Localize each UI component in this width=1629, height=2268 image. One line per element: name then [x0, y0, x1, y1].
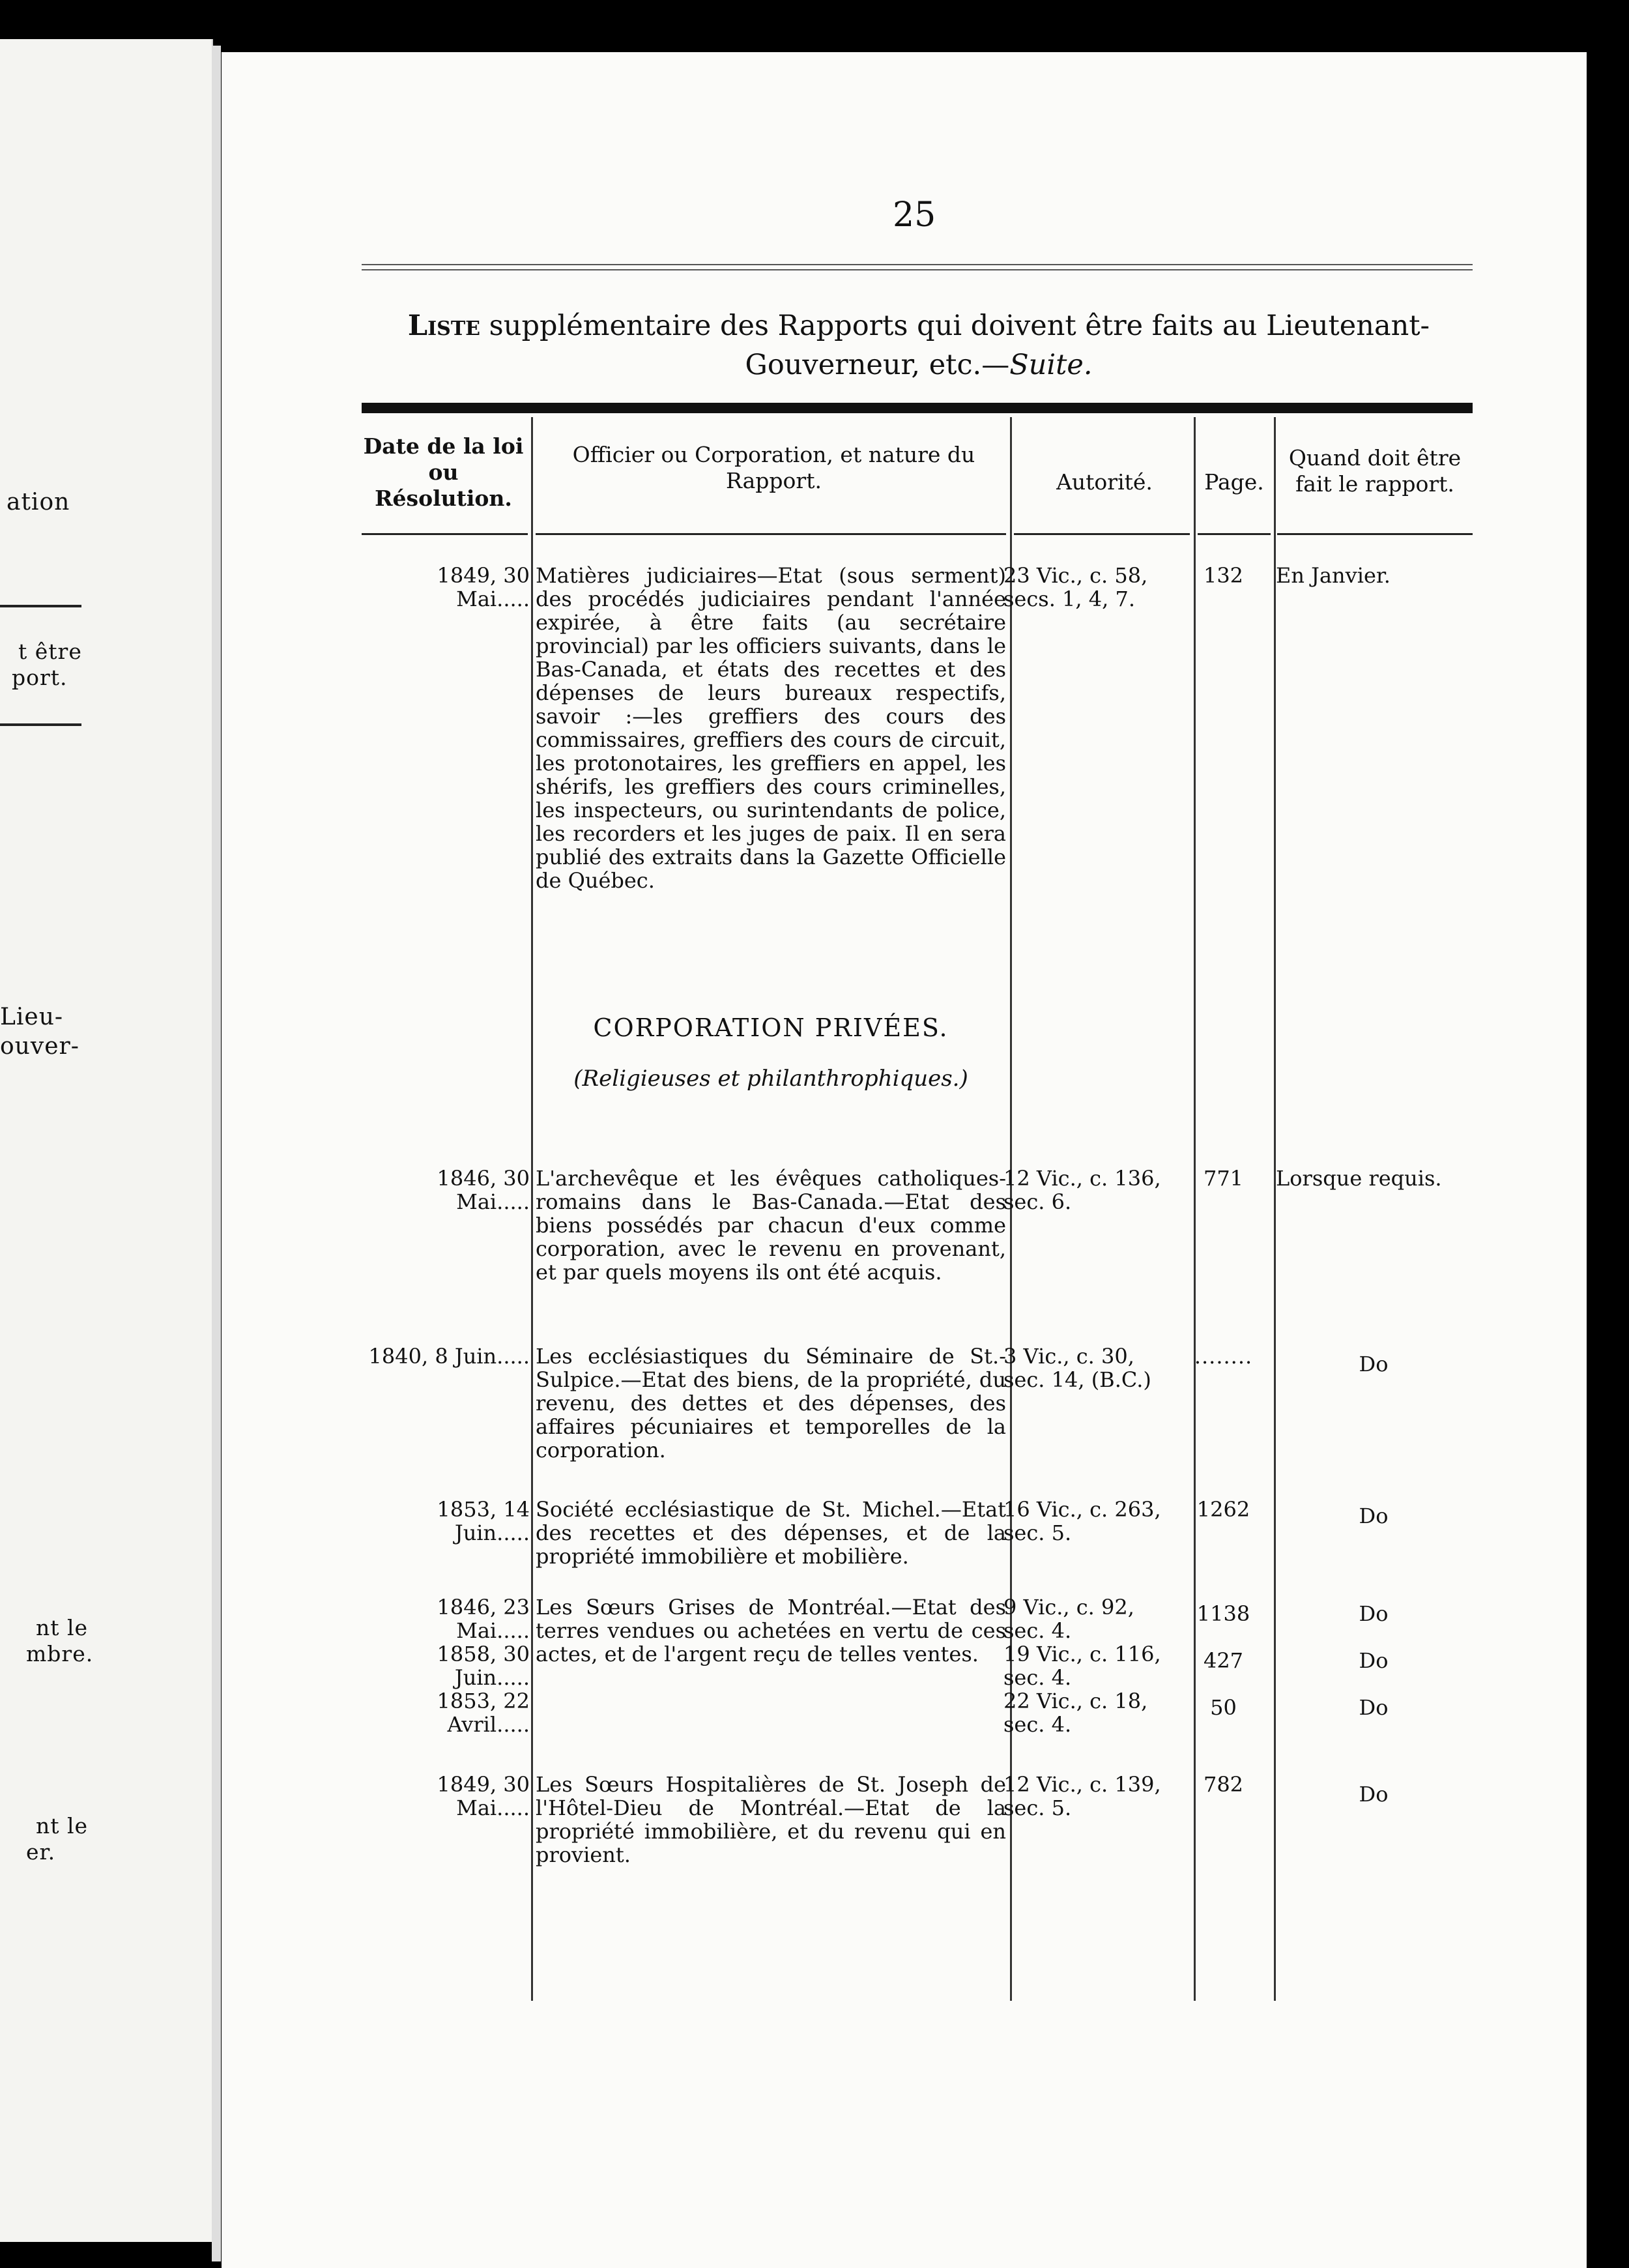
row-3-page: ........	[1194, 1344, 1253, 1369]
row-4-when: Do	[1359, 1504, 1389, 1528]
row-6-authority: 12 Vic., c. 139, sec. 5.	[1003, 1772, 1161, 1820]
header-page: Page.	[1204, 469, 1264, 495]
row-4-authority: 16 Vic., c. 263, sec. 5.	[1003, 1497, 1161, 1545]
row-2-officer: L'archevêque et les évêques catholiques-romains dans le Bas-Canada.—Etat des biens possédés par chacun d'eux comme corporation, avec le revenu en provenant, et par quels moyens ils ont été acquis.	[536, 1166, 1006, 1285]
title-line2: Gouverneur, etc.—	[745, 349, 1010, 381]
left-fragment: ouver-	[0, 1033, 79, 1060]
row-6-officer: Les Sœurs Hospitalières de St. Joseph de l'Hôtel-Dieu de Montréal.—Etat de la propriété immobilière, et du revenu qui en provient.	[536, 1772, 1006, 1867]
header-underline	[1198, 533, 1271, 535]
left-fragment: mbre.	[26, 1641, 94, 1666]
row-3-authority: 3 Vic., c. 30, sec. 14, (B.C.)	[1003, 1344, 1151, 1392]
header-underline	[1277, 533, 1473, 535]
row-5-authority: 9 Vic., c. 92, sec. 4. 19 Vic., c. 116, sec. 4. 22 Vic., c. 18, sec. 4.	[1003, 1595, 1161, 1737]
header-underline	[362, 533, 528, 535]
title-line2-italic: Suite.	[1009, 349, 1093, 381]
row-2-authority: 12 Vic., c. 136, sec. 6.	[1003, 1166, 1161, 1214]
column-divider	[1274, 417, 1276, 2001]
title-smallcaps: Liste	[407, 310, 481, 342]
column-divider	[531, 417, 533, 2001]
left-fragment: er.	[26, 1839, 56, 1865]
row-4-officer: Société ecclésiastique de St. Michel.—Etat des recettes et des dépenses, et de la propriété immobilière et mobilière.	[536, 1497, 1006, 1569]
left-fragment: t être	[18, 639, 82, 664]
row-4-page: 1262	[1196, 1497, 1250, 1522]
row-1-officer: Matières judiciaires—Etat (sous serment) des procédés judiciaires pendant l'année expirée, à être faits (au secrétaire provincial) par les officiers suivants, dans le Bas-Canada, et états des recettes et des dépenses de leurs bureaux respectifs, savoir :—les greffiers des cours des commissaires, greffiers des cours de circuit, les protonotaires, les greffiers en appel, les shérifs, les greffiers des cours criminelles, les inspecteurs, ou surintendants de police, les recorders et les juges de paix. Il en sera publié des extraits dans la Gazette Officielle de Québec.	[536, 563, 1006, 893]
left-fragment: nt le	[36, 1615, 89, 1640]
left-rule	[0, 605, 81, 607]
row-6-page: 782	[1203, 1772, 1244, 1797]
row-1-authority: 23 Vic., c. 58, secs. 1, 4, 7.	[1003, 563, 1148, 611]
left-page-edge	[0, 39, 213, 2242]
header-underline	[536, 533, 1006, 535]
page-title	[365, 306, 1473, 385]
row-5-when: Do Do Do	[1359, 1601, 1389, 1720]
row-1-page: 132	[1203, 563, 1244, 588]
row-3-date: 1840, 8 Juin.....	[368, 1344, 530, 1369]
page-number: 25	[893, 196, 936, 235]
left-fragment: ation	[7, 489, 70, 516]
row-1-when: En Janvier.	[1276, 563, 1391, 588]
left-fragment: Lieu-	[0, 1004, 64, 1030]
header-rule	[362, 269, 1473, 270]
row-2-when: Lorsque requis.	[1276, 1166, 1442, 1191]
header-authority: Autorité.	[1056, 469, 1153, 495]
header-underline	[1014, 533, 1190, 535]
column-divider	[1194, 417, 1196, 2001]
row-3-when: Do	[1359, 1352, 1389, 1376]
page-fold	[212, 46, 221, 2261]
main-page	[222, 52, 1587, 2268]
row-6-when: Do	[1359, 1782, 1389, 1807]
left-fragment: port.	[12, 665, 68, 690]
header-rule	[362, 264, 1473, 265]
header-date: Date de la loi ou Résolution.	[363, 433, 524, 511]
table-top-rule	[362, 403, 1473, 413]
left-rule	[0, 723, 81, 726]
row-2-date: 1846, 30 Mai.....	[437, 1166, 530, 1214]
row-5-page: 1138 427 50	[1196, 1601, 1250, 1720]
row-6-date: 1849, 30 Mai.....	[437, 1772, 530, 1820]
row-2-page: 771	[1203, 1166, 1244, 1191]
row-1-date: 1849, 30 Mai.....	[437, 563, 530, 611]
left-fragment: nt le	[36, 1813, 89, 1839]
row-3-officer: Les ecclésiastiques du Séminaire de St.-Sulpice.—Etat des biens, de la propriété, du revenu, des dettes et des dépenses, des affaires pécuniaires et temporelles de la corporation.	[536, 1344, 1006, 1462]
header-officer: Officier ou Corporation, et nature du Rapport.	[572, 442, 975, 493]
row-4-date: 1853, 14 Juin.....	[437, 1497, 530, 1545]
title-line1: supplémentaire des Rapports qui doivent être faits au Lieutenant-	[480, 310, 1430, 342]
row-5-date: 1846, 23 Mai..... 1858, 30 Juin..... 1853, 22 Avril.....	[437, 1595, 530, 1737]
section-subtitle: (Religieuses et philanthrophiques.)	[573, 1066, 968, 1092]
section-title: CORPORATION PRIVÉES.	[593, 1013, 949, 1042]
row-5-officer: Les Sœurs Grises de Montréal.—Etat des terres vendues ou achetées en vertu de ces actes, et de l'argent reçu de telles ventes.	[536, 1595, 1006, 1666]
header-when: Quand doit être fait le rapport.	[1288, 445, 1462, 497]
